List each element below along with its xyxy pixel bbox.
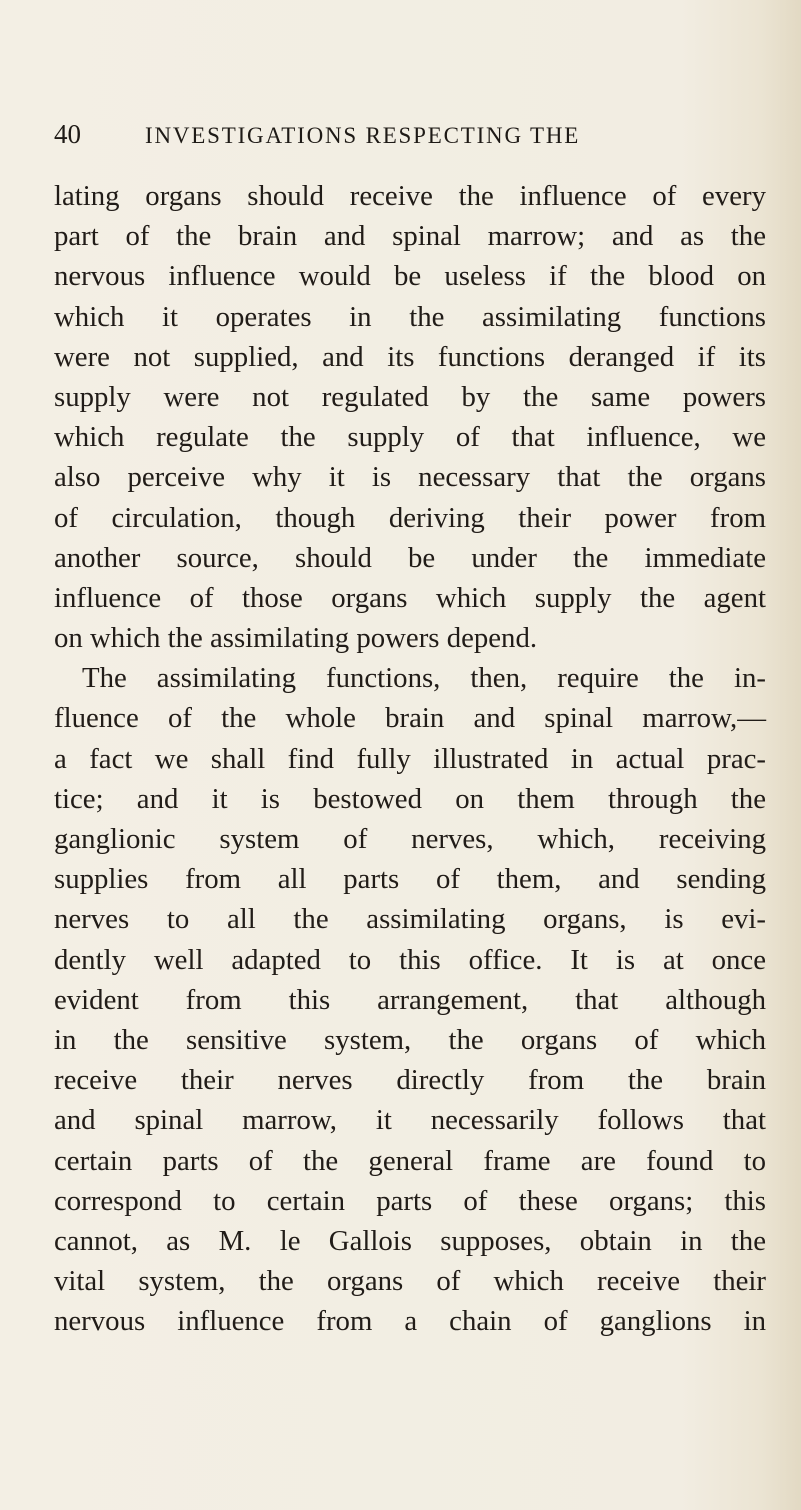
text-line: in the sensitive system, the organs of which	[54, 1023, 766, 1056]
text-line: supply were not regulated by the same powers	[54, 380, 766, 413]
text-line: tice; and it is bestowed on them through the	[54, 782, 766, 815]
text-line: nervous influence would be useless if the blood on	[54, 260, 766, 293]
text-line: nerves to all the assimilating organs, is evi-	[54, 903, 766, 936]
text-line: vital system, the organs of which receive their	[54, 1265, 766, 1298]
text-line: certain parts of the general frame are found to	[54, 1144, 766, 1177]
text-line: cannot, as M. le Gallois supposes, obtain in the	[54, 1224, 766, 1257]
running-head: INVESTIGATIONS RESPECTING THE	[145, 123, 581, 148]
text-line: lating organs should receive the influence of every	[54, 180, 766, 212]
text-line: which regulate the supply of that influence, we	[54, 421, 766, 454]
text-line: evident from this arrangement, that although	[54, 983, 766, 1016]
text-line: supplies from all parts of them, and sending	[54, 863, 766, 896]
text-line: and spinal marrow, it necessarily follows that	[54, 1104, 766, 1137]
text-line: nervous influence from a chain of ganglions in	[54, 1305, 766, 1338]
text-line: of circulation, though deriving their power from	[54, 501, 766, 534]
text-line: which it operates in the assimilating functions	[54, 300, 766, 333]
text-line: receive their nerves directly from the brain	[54, 1064, 766, 1097]
text-line: another source, should be under the immediate	[54, 541, 766, 574]
text-line: correspond to certain parts of these organs; this	[54, 1184, 766, 1217]
text-line: dently well adapted to this office. It is at once	[54, 943, 766, 976]
body-text	[54, 176, 766, 1341]
page-header	[54, 118, 754, 158]
text-line: were not supplied, and its functions deranged if its	[54, 340, 766, 373]
paragraph-first-line: The assimilating functions, then, require the in-	[82, 662, 766, 695]
text-line: fluence of the whole brain and spinal marrow,—	[54, 702, 766, 735]
text-line: influence of those organs which supply the agent	[54, 581, 766, 614]
text-line: on which the assimilating powers depend.	[54, 622, 538, 655]
text-line: a fact we shall find fully illustrated in actual prac-	[54, 742, 766, 775]
text-line: ganglionic system of nerves, which, receiving	[54, 823, 766, 855]
page-number: 40	[54, 119, 81, 149]
text-line: part of the brain and spinal marrow; and as the	[54, 220, 766, 253]
text-line: also perceive why it is necessary that the organs	[54, 461, 766, 494]
